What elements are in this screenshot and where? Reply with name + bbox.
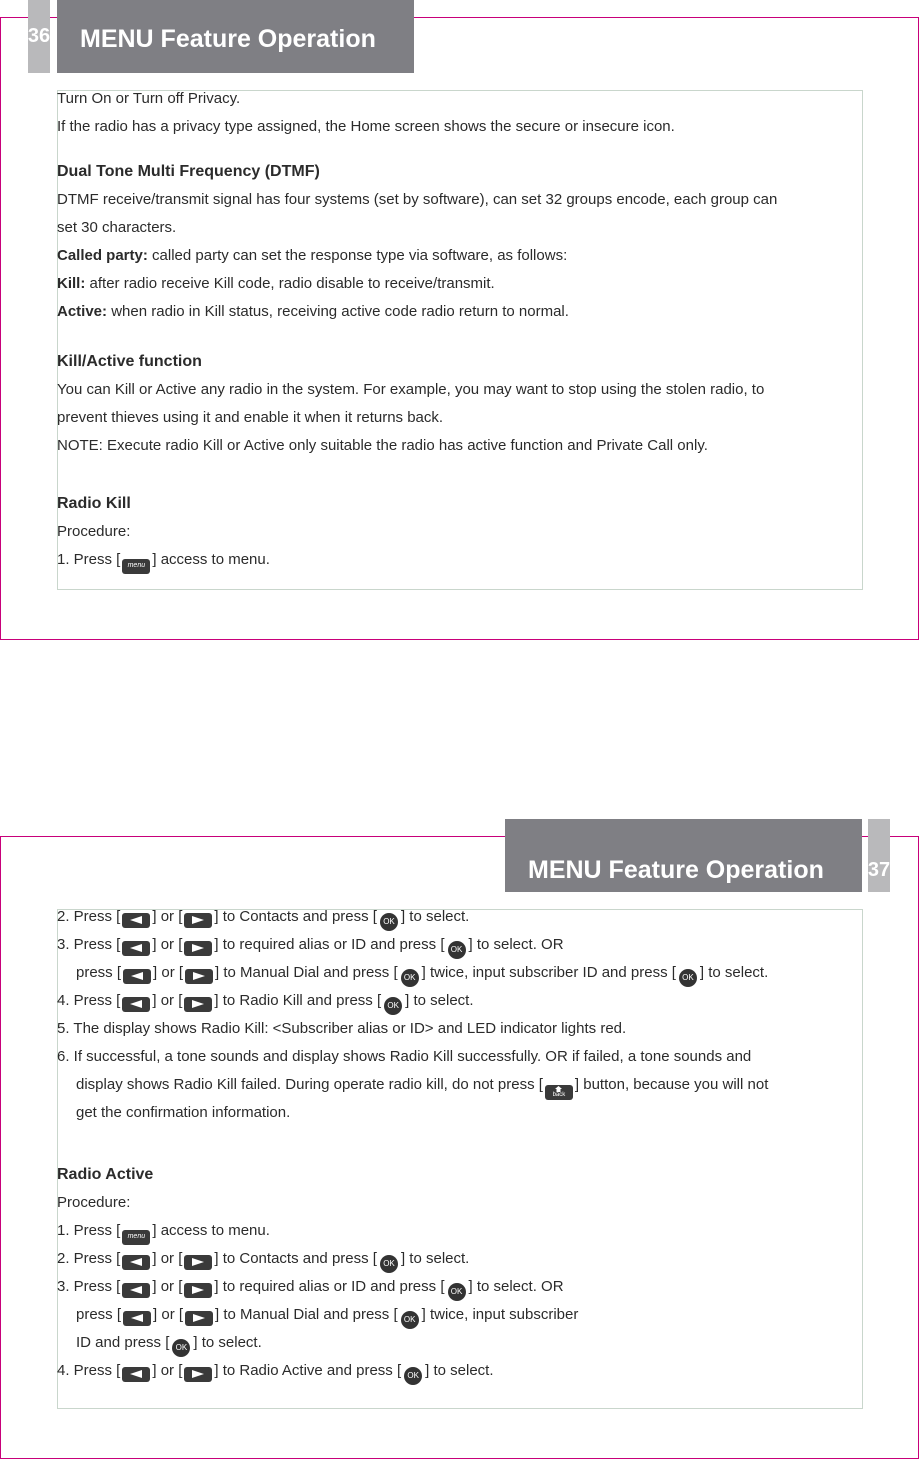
right-arrow-key-icon xyxy=(185,969,213,984)
ok-key-icon: OK xyxy=(380,913,398,931)
privacy-toggle-text: Turn On or Turn off Privacy. xyxy=(57,90,241,107)
left-arrow-key-icon xyxy=(123,1311,151,1326)
ok-key-icon: OK xyxy=(401,969,419,987)
kill-label: Kill: xyxy=(57,275,86,292)
step-text: ] to select. OR xyxy=(468,936,564,953)
step-text: ] to select. OR xyxy=(468,1278,564,1295)
ok-key-icon: OK xyxy=(679,969,697,987)
privacy-icon-text: If the radio has a privacy type assigned, the Home screen shows the secure or insecure icon. xyxy=(57,118,675,135)
step-text: ] or [ xyxy=(152,1362,183,1379)
radio-kill-step-3 xyxy=(57,935,564,959)
page-number-37: 37 xyxy=(868,819,890,892)
radio-kill-step-3-alt xyxy=(76,963,768,987)
radio-kill-step-6-end: get the confirmation information. xyxy=(76,1104,291,1121)
called-party-line xyxy=(57,246,567,266)
step-text: ] to Radio Active and press [ xyxy=(214,1362,402,1379)
left-arrow-key-icon xyxy=(122,997,150,1012)
step-text: ] button, because you will not xyxy=(574,1076,769,1093)
radio-kill-procedure: Procedure: xyxy=(57,523,131,540)
step-text: ] to select. xyxy=(405,992,474,1009)
step-text: ] or [ xyxy=(153,1306,184,1323)
radio-active-step-1 xyxy=(57,1221,270,1245)
ok-key-icon: OK xyxy=(172,1339,190,1357)
step-text: 2. Press [ xyxy=(57,908,121,925)
radio-active-step-3-alt xyxy=(76,1305,578,1329)
left-arrow-key-icon xyxy=(122,941,150,956)
back-key-label: back xyxy=(552,1092,566,1098)
step-text: ] to Radio Kill and press [ xyxy=(214,992,382,1009)
step-text: ID and press [ xyxy=(76,1334,170,1351)
left-arrow-key-icon xyxy=(122,1283,150,1298)
ok-key-icon: OK xyxy=(401,1311,419,1329)
ok-key-icon: OK xyxy=(448,1283,466,1301)
dtmf-text-1: DTMF receive/transmit signal has four systems (set by software), can set 32 groups encode, each group can xyxy=(57,191,778,208)
kill-active-text-2: prevent thieves using it and enable it when it returns back. xyxy=(57,409,444,426)
step-text: ] access to menu. xyxy=(152,551,270,568)
step-text: ] to select. xyxy=(425,1362,494,1379)
step-text: ] twice, input subscriber xyxy=(421,1306,579,1323)
step-text: 1. Press [ xyxy=(57,551,121,568)
left-arrow-key-icon xyxy=(122,1255,150,1270)
kill-line xyxy=(57,274,495,294)
left-arrow-key-icon xyxy=(122,913,150,928)
active-label: Active: xyxy=(57,303,108,320)
radio-kill-heading: Radio Kill xyxy=(57,495,131,512)
menu-key-icon: menu xyxy=(122,559,150,574)
step-text: press [ xyxy=(76,964,122,981)
step-text: ] to select. xyxy=(400,1250,470,1267)
right-arrow-key-icon xyxy=(184,1283,212,1298)
kill-active-heading: Kill/Active function xyxy=(57,353,202,370)
ok-key-icon: OK xyxy=(404,1367,422,1385)
active-line xyxy=(57,302,569,322)
step-text: ] to select. xyxy=(699,964,769,981)
right-arrow-key-icon xyxy=(184,997,212,1012)
radio-kill-step-4 xyxy=(57,991,474,1015)
dtmf-text-2: set 30 characters. xyxy=(57,219,177,236)
page-number-36: 36 xyxy=(28,0,50,73)
radio-active-step-4 xyxy=(57,1361,494,1385)
kill-text: after radio receive Kill code, radio disable to receive/transmit. xyxy=(85,275,495,292)
step-text: ] or [ xyxy=(152,936,183,953)
radio-active-procedure: Procedure: xyxy=(57,1194,131,1211)
radio-kill-step-2 xyxy=(57,907,469,931)
radio-kill-step-1 xyxy=(57,550,270,574)
ok-key-icon: OK xyxy=(448,941,466,959)
page-37-header: MENU Feature Operation xyxy=(505,819,862,892)
step-text: ] or [ xyxy=(153,964,184,981)
right-arrow-key-icon xyxy=(184,913,212,928)
step-text: display shows Radio Kill failed. During operate radio kill, do not press [ xyxy=(76,1076,543,1093)
step-text: ] to required alias or ID and press [ xyxy=(214,936,445,953)
right-arrow-key-icon xyxy=(184,941,212,956)
radio-active-heading: Radio Active xyxy=(57,1166,154,1183)
step-text: 3. Press [ xyxy=(57,1278,121,1295)
step-text: ] to select. xyxy=(193,1334,262,1351)
step-text: ] to Contacts and press [ xyxy=(214,908,377,925)
step-text: ] or [ xyxy=(152,1278,183,1295)
step-text: ] to Manual Dial and press [ xyxy=(215,964,398,981)
step-text: 4. Press [ xyxy=(57,1362,121,1379)
called-party-label: Called party: xyxy=(57,247,148,264)
right-arrow-key-icon xyxy=(185,1311,213,1326)
radio-active-step-3-end xyxy=(76,1333,262,1357)
right-arrow-key-icon xyxy=(184,1255,212,1270)
dtmf-heading: Dual Tone Multi Frequency (DTMF) xyxy=(57,163,320,180)
left-arrow-key-icon xyxy=(123,969,151,984)
step-text: press [ xyxy=(76,1306,122,1323)
ok-key-icon: OK xyxy=(384,997,402,1015)
called-party-text: called party can set the response type via software, as follows: xyxy=(147,247,568,264)
radio-kill-step-6: 6. If successful, a tone sounds and display shows Radio Kill successfully. OR if failed, a tone sounds and xyxy=(57,1048,752,1065)
kill-active-note: NOTE: Execute radio Kill or Active only suitable the radio has active function and Private Call only. xyxy=(57,437,708,454)
menu-key-icon: menu xyxy=(122,1230,150,1245)
step-text: ] or [ xyxy=(152,992,183,1009)
page-36-header: MENU Feature Operation xyxy=(57,0,414,73)
step-text: 3. Press [ xyxy=(57,936,121,953)
step-text: ] or [ xyxy=(152,1250,183,1267)
step-text: ] to select. xyxy=(400,908,470,925)
radio-kill-step-5: 5. The display shows Radio Kill: <Subscriber alias or ID> and LED indicator lights red. xyxy=(57,1020,627,1037)
step-text: ] to required alias or ID and press [ xyxy=(214,1278,445,1295)
step-text: 4. Press [ xyxy=(57,992,121,1009)
left-arrow-key-icon xyxy=(122,1367,150,1382)
step-text: ] or [ xyxy=(152,908,183,925)
step-text: ] to Manual Dial and press [ xyxy=(215,1306,398,1323)
radio-active-step-2 xyxy=(57,1249,469,1273)
ok-key-icon: OK xyxy=(380,1255,398,1273)
step-text: ] to Contacts and press [ xyxy=(214,1250,377,1267)
radio-active-step-3 xyxy=(57,1277,564,1301)
radio-kill-step-6-cont xyxy=(76,1075,768,1100)
kill-active-text-1: You can Kill or Active any radio in the system. For example, you may want to stop using the stolen radio, to xyxy=(57,381,765,398)
step-text: ] twice, input subscriber ID and press [ xyxy=(421,964,676,981)
step-text: 1. Press [ xyxy=(57,1222,121,1239)
step-text: 2. Press [ xyxy=(57,1250,121,1267)
step-text: ] access to menu. xyxy=(152,1222,270,1239)
right-arrow-key-icon xyxy=(184,1367,212,1382)
back-key-icon xyxy=(545,1085,573,1100)
active-text: when radio in Kill status, receiving active code radio return to normal. xyxy=(107,303,569,320)
